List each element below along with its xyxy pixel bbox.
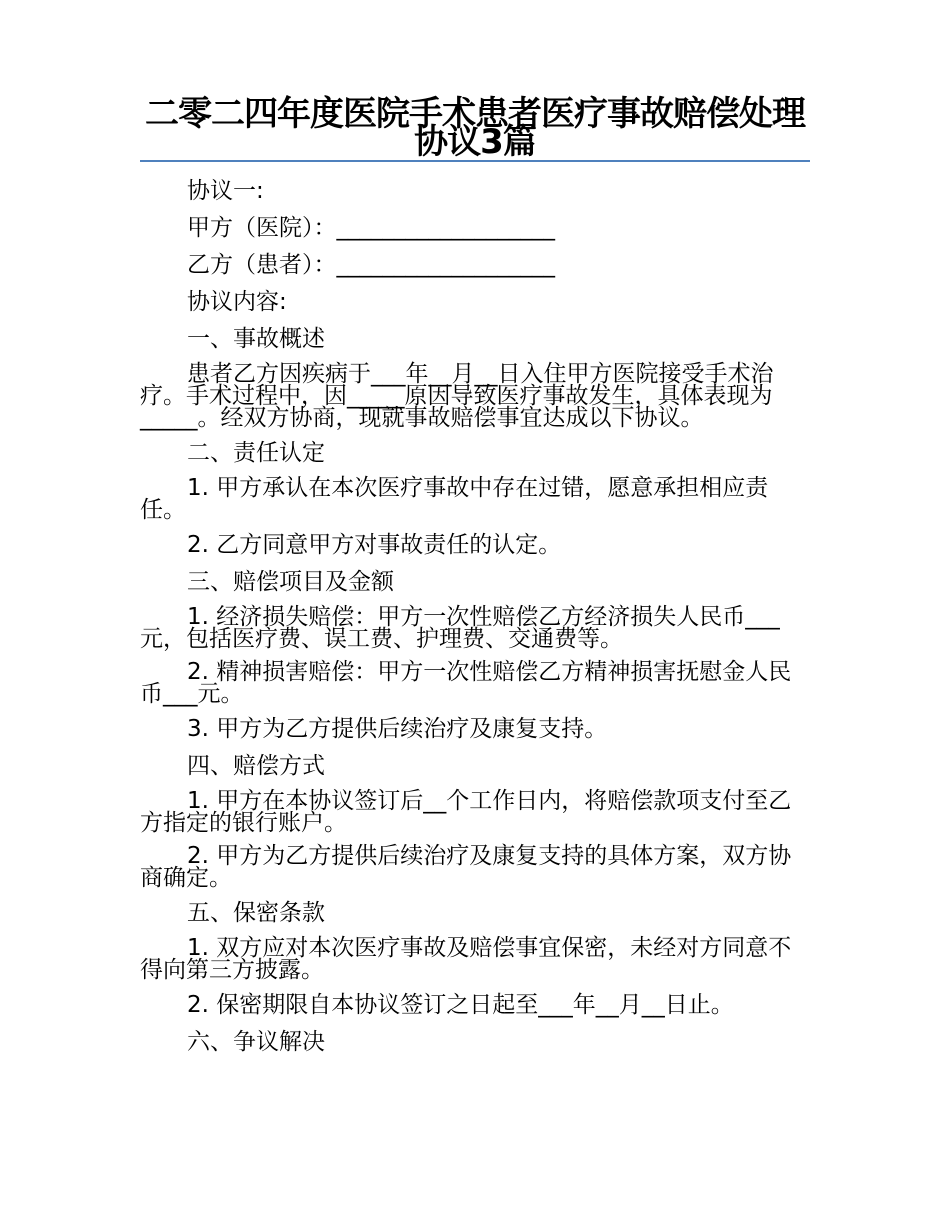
agreement-label: 协议一: xyxy=(187,178,264,204)
section-heading: 一、事故概述 xyxy=(187,326,325,352)
section-heading: 五、保密条款 xyxy=(187,900,325,926)
section-heading: 二、责任认定 xyxy=(187,440,325,466)
content-label: 协议内容: xyxy=(187,289,287,315)
document-title: 二零二四年度医院手术患者医疗事故赔偿处理协议3篇 xyxy=(145,94,805,162)
paragraph: 2. 甲方为乙方提供后续治疗及康复支持的具体方案，双方协商确定。 xyxy=(140,843,792,891)
party-a-line: 甲方（医院）：___________________ xyxy=(187,215,555,241)
section-heading: 六、争议解决 xyxy=(187,1029,325,1055)
title-underline xyxy=(140,160,810,162)
paragraph: 患者乙方因疾病于___年__月__日入住甲方医院接受手术治疗。手术过程中，因_____原因导致医疗事故发生，具体表现为_____。经双方协商，现就事故赔偿事宜达成以下协议。 xyxy=(140,361,774,431)
section-heading: 四、赔偿方式 xyxy=(187,753,325,779)
paragraph: 2. 精神损害赔偿：甲方一次性赔偿乙方精神损害抚慰金人民币___元。 xyxy=(140,659,792,707)
document-body xyxy=(140,178,810,1066)
paragraph: 1. 双方应对本次医疗事故及赔偿事宜保密，未经对方同意不得向第三方披露。 xyxy=(140,935,792,983)
paragraph: 2. 乙方同意甲方对事故责任的认定。 xyxy=(187,532,562,558)
party-b-line: 乙方（患者）：___________________ xyxy=(187,252,555,278)
section-heading: 三、赔偿项目及金额 xyxy=(187,569,394,595)
paragraph: 1. 经济损失赔偿：甲方一次性赔偿乙方经济损失人民币___元，包括医疗费、误工费、护理费、交通费等。 xyxy=(140,604,780,652)
paragraph: 2. 保密期限自本协议签订之日起至___年__月__日止。 xyxy=(187,992,734,1018)
paragraph: 1. 甲方在本协议签订后__个工作日内，将赔偿款项支付至乙方指定的银行账户。 xyxy=(140,788,792,836)
paragraph: 1. 甲方承认在本次医疗事故中存在过错，愿意承担相应责任。 xyxy=(140,475,769,523)
paragraph: 3. 甲方为乙方提供后续治疗及康复支持。 xyxy=(187,716,608,742)
